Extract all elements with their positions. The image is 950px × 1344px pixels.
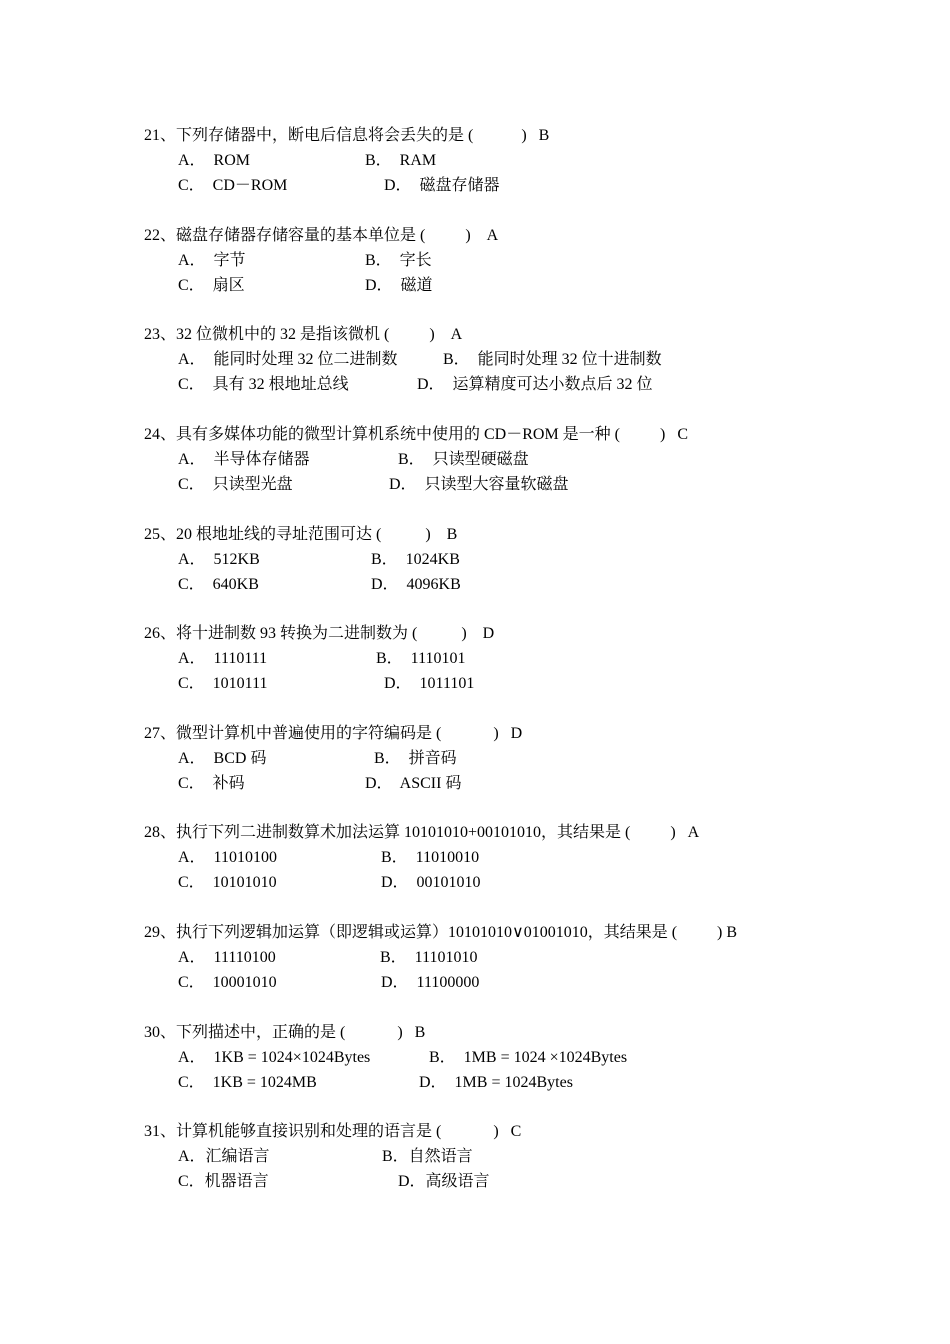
option-b: B． 1024KB (371, 551, 460, 568)
option-a: A． 11010100 (178, 849, 277, 866)
question-stem: 29、执行下列逻辑加运算（即逻辑或运算）10101010∨01001010，其结果是 ( ) B (144, 924, 738, 941)
question-31 (144, 1119, 844, 1194)
option-b: B． 只读型硬磁盘 (398, 451, 529, 468)
option-d: D． 磁盘存储器 (384, 177, 500, 194)
options-row-1 (144, 547, 844, 572)
options-row-2 (144, 472, 844, 497)
options-row-1 (144, 945, 844, 970)
option-a: A． 能同时处理 32 位二进制数 (178, 351, 398, 368)
options-row-1 (144, 646, 844, 671)
option-b: B． 字长 (365, 252, 432, 269)
option-d: D．高级语言 (398, 1173, 490, 1190)
option-d: D． 1011101 (384, 675, 475, 692)
options-row-2 (144, 1070, 844, 1095)
option-d: D． 磁道 (365, 277, 433, 294)
options-row-1 (144, 746, 844, 771)
options-row-1 (144, 845, 844, 870)
option-c: C． 10001010 (178, 974, 277, 991)
option-a: A． 1110111 (178, 650, 268, 667)
option-b: B． 1MB = 1024 ×1024Bytes (429, 1049, 628, 1066)
options-row-2 (144, 671, 844, 696)
option-c: C． 扇区 (178, 277, 245, 294)
option-c: C． CD－ROM (178, 177, 288, 194)
options-row-1 (144, 1045, 844, 1070)
question-26 (144, 621, 844, 696)
question-stem: 21、下列存储器中，断电后信息将会丢失的是 ( ) B (144, 127, 550, 144)
question-21 (144, 123, 844, 198)
question-25 (144, 522, 844, 597)
question-stem: 24、具有多媒体功能的微型计算机系统中使用的 CD－ROM 是一种 ( ) C (144, 426, 689, 443)
options-row-1 (144, 347, 844, 372)
question-30 (144, 1020, 844, 1095)
options-row-1 (144, 1144, 844, 1169)
options-row-2 (144, 173, 844, 198)
options-row-2 (144, 273, 844, 298)
question-stem: 25、20 根地址线的寻址范围可达 ( ) B (144, 526, 458, 543)
question-stem: 27、微型计算机中普遍使用的字符编码是 ( ) D (144, 725, 523, 742)
option-c: C． 10101010 (178, 874, 277, 891)
options-row-2 (144, 771, 844, 796)
option-b: B．自然语言 (382, 1148, 473, 1165)
option-a: A． 1KB = 1024×1024Bytes (178, 1049, 371, 1066)
question-29 (144, 920, 844, 995)
options-row-2 (144, 1169, 844, 1194)
question-23 (144, 322, 844, 397)
question-stem: 26、将十进制数 93 转换为二进制数为 ( ) D (144, 625, 495, 642)
option-d: D． 11100000 (381, 974, 480, 991)
option-d: D． 4096KB (371, 576, 461, 593)
option-d: D． 00101010 (381, 874, 481, 891)
option-c: C． 只读型光盘 (178, 476, 293, 493)
question-28 (144, 820, 844, 895)
option-d: D． 只读型大容量软磁盘 (389, 476, 569, 493)
question-stem: 31、计算机能够直接识别和处理的语言是 ( ) C (144, 1123, 522, 1140)
option-b: B． 11101010 (380, 949, 478, 966)
option-a: A． 11110100 (178, 949, 276, 966)
option-c: C． 补码 (178, 775, 245, 792)
question-stem: 23、32 位微机中的 32 是指该微机 ( ) A (144, 326, 463, 343)
option-a: A． 512KB (178, 551, 260, 568)
question-24 (144, 422, 844, 497)
option-c: C．机器语言 (178, 1173, 269, 1190)
option-a: A． BCD 码 (178, 750, 267, 767)
question-27 (144, 721, 844, 796)
question-22 (144, 223, 844, 298)
option-d: D． 1MB = 1024Bytes (419, 1074, 573, 1091)
option-d: D． 运算精度可达小数点后 32 位 (417, 376, 653, 393)
option-b: B． 能同时处理 32 位十进制数 (443, 351, 662, 368)
option-a: A．汇编语言 (178, 1148, 270, 1165)
options-row-2 (144, 870, 844, 895)
question-stem: 22、磁盘存储器存储容量的基本单位是 ( ) A (144, 227, 499, 244)
question-stem: 28、执行下列二进制数算术加法运算 10101010+00101010，其结果是 ( ) A (144, 824, 700, 841)
option-c: C． 1KB = 1024MB (178, 1074, 317, 1091)
options-row-1 (144, 148, 844, 173)
option-a: A． 半导体存储器 (178, 451, 310, 468)
options-row-2 (144, 372, 844, 397)
option-c: C． 640KB (178, 576, 259, 593)
options-row-2 (144, 572, 844, 597)
option-b: B． 拼音码 (374, 750, 457, 767)
option-c: C． 1010111 (178, 675, 268, 692)
option-b: B． 11010010 (381, 849, 480, 866)
option-b: B． 1110101 (376, 650, 466, 667)
options-row-2 (144, 970, 844, 995)
option-c: C． 具有 32 根地址总线 (178, 376, 349, 393)
question-stem: 30、下列描述中，正确的是 ( ) B (144, 1024, 426, 1041)
option-a: A． ROM (178, 152, 251, 169)
option-a: A． 字节 (178, 252, 246, 269)
options-row-1 (144, 248, 844, 273)
option-d: D． ASCII 码 (365, 775, 462, 792)
options-row-1 (144, 447, 844, 472)
option-b: B． RAM (365, 152, 437, 169)
